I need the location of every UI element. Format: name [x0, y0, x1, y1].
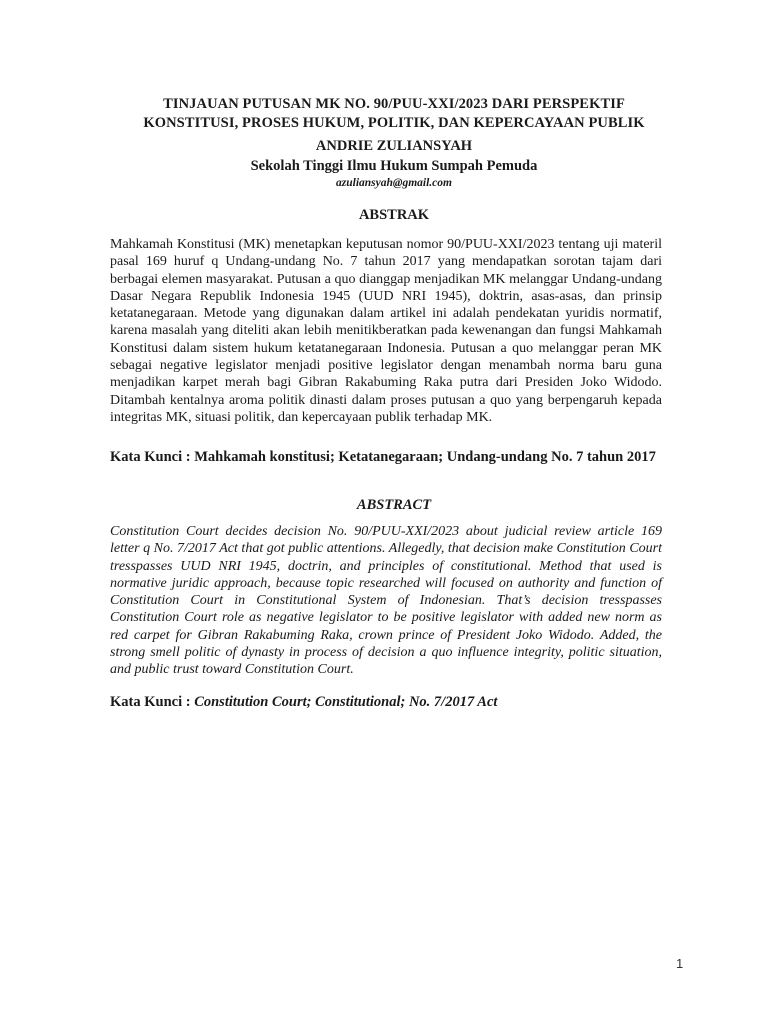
abstrak-heading: ABSTRAK	[358, 207, 430, 223]
abstract-heading: ABSTRACT	[356, 497, 432, 513]
abstract-keywords	[110, 693, 662, 711]
title-line-1: TINJAUAN PUTUSAN MK NO. 90/PUU-XXI/2023 DARI PERSPEKTIF	[163, 96, 625, 112]
abstract-body: Constitution Court decides decision No. 90/PUU-XXI/2023 about judicial review article 169 letter q No. 7/2017 Act that got public attentions. Allegedly, that decision make Constitution Court tresspasses UUD NRI 1945, doctrin, and principles of constitutional. Method that used is normative juridic approach, because topic researched will focused on authority and function of Constitution Court in Constitutional System of Indonesian. That’s decision tresspasses Constitution Court role as negative legislator to be positive legislator with added new norm as red carpet for Gibran Rakabuming Raka, crown prince of President Joko Widodo. Added, the strong smell politic of dynasty in process of decision a quo influence integrity, politic situation, and public trust toward Constitution Court.	[110, 524, 662, 678]
author-institution: Sekolah Tinggi Ilmu Hukum Sumpah Pemuda	[250, 158, 538, 174]
author-name: ANDRIE ZULIANSYAH	[315, 138, 473, 154]
abstrak-body: Mahkamah Konstitusi (MK) menetapkan keputusan nomor 90/PUU-XXI/2023 tentang uji materil pasal 169 huruf q Undang-undang No. 7 tahun 2017 yang mendapatkan sorotan tajam dari berbagai elemen masyarakat. Putusan a quo dianggap menjadikan MK melanggar Undang-undang Dasar Negara Republik Indonesia 1945 (UUD NRI 1945), doktrin, asas-asas, dan prinsip ketatanegaraan. Metode yang digunakan dalam artikel ini adalah pendekatan yuridis normatif, karena masalah yang diteliti akan lebih menitikberatkan pada kewenangan dan fungsi Mahkamah Konstitusi dalam sistem hukum ketatanegaraan Indonesia. Putusan a quo melanggar peran MK sebagai negative legislator menjadi positive legislator dengan menambah norma baru guna menjadikan karpet merah bagi Gibran Rakabuming Raka putra dari Presiden Joko Widodo. Ditambah kentalnya aroma politik dinasti dalam proses putusan a quo yang berpengaruh kepada integritas MK, situasi politik, dan kepercayaan publik terhadap MK.	[110, 237, 662, 425]
paper-title	[100, 95, 688, 133]
page-number: 1	[676, 956, 684, 971]
abstrak-keywords-label: Kata Kunci :	[110, 449, 191, 465]
author-email: azuliansyah@gmail.com	[336, 177, 452, 189]
abstract-keywords-label: Kata Kunci :	[110, 694, 191, 710]
abstrak-keywords-text: Mahkamah konstitusi; Ketatanegaraan; Undang-undang No. 7 tahun 2017	[194, 449, 656, 465]
title-line-2: KONSTITUSI, PROSES HUKUM, POLITIK, DAN KEPERCAYAAN PUBLIK	[143, 115, 645, 131]
abstrak-keywords	[110, 448, 662, 466]
abstract-keywords-text: Constitution Court; Constitutional; No. 7/2017 Act	[194, 694, 498, 710]
